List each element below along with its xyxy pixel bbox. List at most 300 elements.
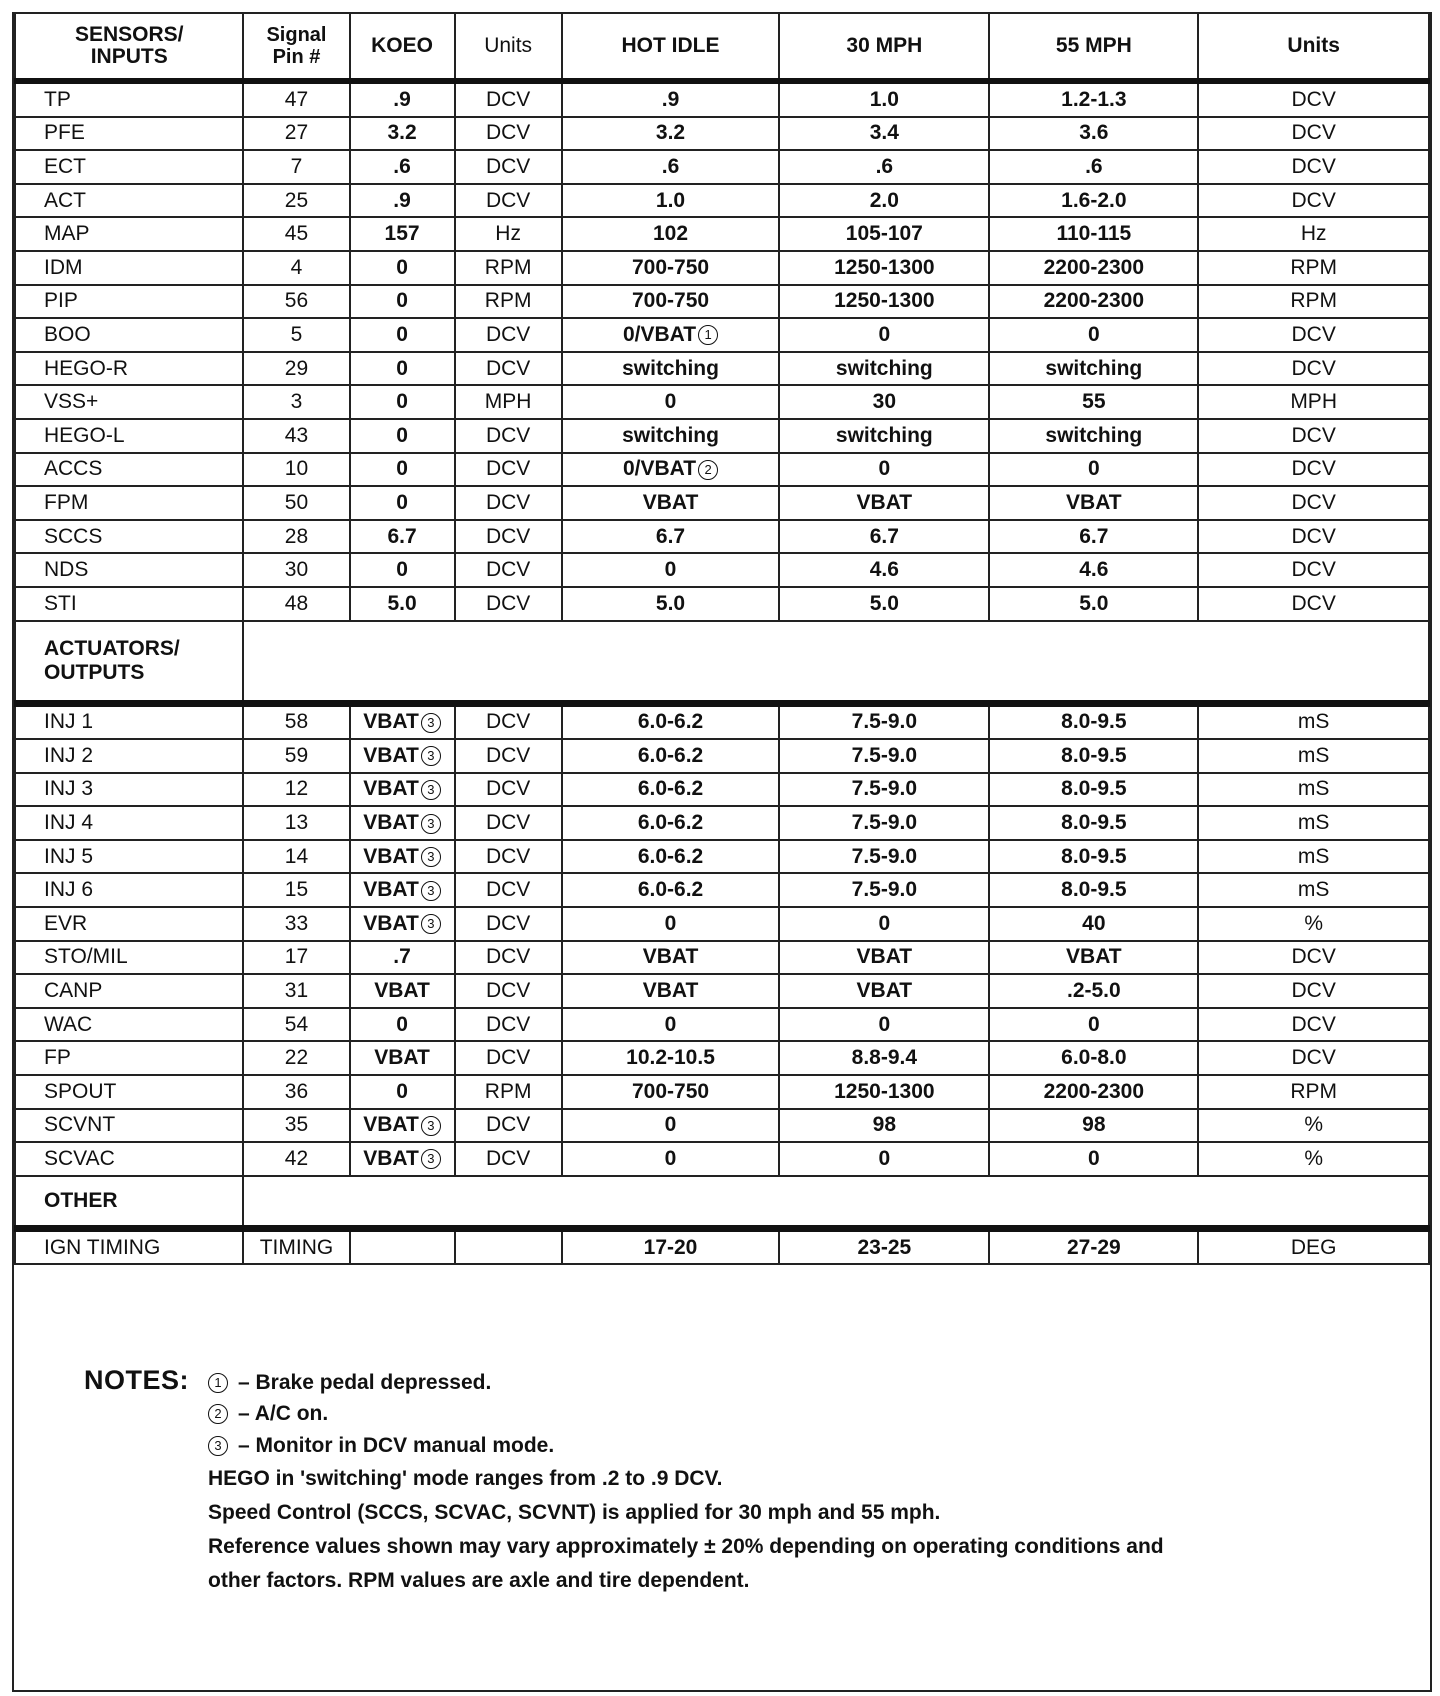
cell-units-1-text: RPM xyxy=(484,255,532,279)
note-marker: 3 xyxy=(421,1149,441,1169)
cell-55-mph-text: 8.0-9.5 xyxy=(1061,777,1127,801)
cell-units-1 xyxy=(455,486,562,520)
cell-55-mph xyxy=(989,184,1198,218)
cell-hot-idle xyxy=(562,1008,780,1042)
cell-55-mph xyxy=(989,251,1198,285)
cell-units-2-text: DCV xyxy=(1291,121,1336,145)
cell-koeo xyxy=(350,251,455,285)
cell-55-mph-text: 8.0-9.5 xyxy=(1061,844,1127,868)
cell-hot-idle-text: 6.0-6.2 xyxy=(637,777,704,801)
cell-hot-idle-text: 3.2 xyxy=(655,121,686,145)
cell-30-mph xyxy=(779,1075,989,1109)
cell-units-1 xyxy=(455,1142,562,1176)
cell-units-2-text: DCV xyxy=(1291,188,1336,212)
section-label-actuators: ACTUATORS/ OUTPUTS xyxy=(15,621,243,704)
table-row xyxy=(15,453,1429,487)
cell-55-mph xyxy=(989,587,1198,621)
cell-30-mph-text: 1.0 xyxy=(869,87,899,111)
cell-pin xyxy=(243,184,349,218)
cell-koeo-text: VBAT xyxy=(363,1147,419,1171)
cell-30-mph-text: 1250-1300 xyxy=(834,1079,935,1103)
cell-pin xyxy=(243,873,349,907)
cell-name xyxy=(15,81,243,117)
other-section xyxy=(15,1176,1429,1229)
cell-30-mph-text: VBAT xyxy=(856,490,913,514)
cell-pin-text: 15 xyxy=(284,878,309,902)
cell-units-1 xyxy=(455,520,562,554)
notes-title: NOTES: xyxy=(84,1365,190,1395)
table-row xyxy=(15,520,1429,554)
note-marker: 3 xyxy=(421,847,441,867)
cell-55-mph-text: 55 xyxy=(1082,390,1106,414)
cell-koeo xyxy=(350,419,455,453)
cell-koeo xyxy=(350,1142,455,1176)
cell-name xyxy=(15,773,243,807)
cell-name xyxy=(15,873,243,907)
cell-koeo xyxy=(350,907,455,941)
header-hot-idle: HOT IDLE xyxy=(562,13,780,81)
cell-hot-idle-text: 6.0-6.2 xyxy=(637,811,704,835)
cell-30-mph xyxy=(779,587,989,621)
cell-pin-text: 14 xyxy=(284,844,309,868)
cell-30-mph-text: 7.5-9.0 xyxy=(851,878,918,902)
cell-koeo-text: VBAT xyxy=(363,1113,419,1137)
cell-units-2-text: DCV xyxy=(1291,457,1336,481)
cell-units-1 xyxy=(455,352,562,386)
cell-pin-text: 17 xyxy=(284,945,309,969)
cell-pin-text: 31 xyxy=(284,979,309,1003)
cell-30-mph-text: 7.5-9.0 xyxy=(851,811,918,835)
cell-units-2 xyxy=(1198,873,1429,907)
cell-30-mph xyxy=(779,453,989,487)
cell-pin xyxy=(243,117,349,151)
cell-30-mph xyxy=(779,251,989,285)
cell-hot-idle-text: 0/VBAT xyxy=(622,322,697,346)
cell-pin xyxy=(243,840,349,874)
table-row xyxy=(15,840,1429,874)
table-row xyxy=(15,318,1429,352)
cell-55-mph-text: 6.7 xyxy=(1079,524,1109,548)
cell-pin-text: 35 xyxy=(284,1113,309,1137)
cell-name xyxy=(15,1109,243,1143)
cell-name-text: SCVAC xyxy=(44,1147,115,1171)
cell-55-mph xyxy=(989,520,1198,554)
cell-name xyxy=(15,352,243,386)
cell-koeo xyxy=(350,587,455,621)
cell-units-2-text: RPM xyxy=(1290,1079,1337,1103)
cell-hot-idle-text: 0 xyxy=(664,390,677,414)
cell-pin xyxy=(243,251,349,285)
cell-koeo-text: .9 xyxy=(393,87,411,111)
cell-30-mph xyxy=(779,285,989,319)
note-marker: 3 xyxy=(421,746,441,766)
table-row xyxy=(15,251,1429,285)
cell-pin xyxy=(243,1109,349,1143)
cell-name xyxy=(15,840,243,874)
cell-name xyxy=(15,486,243,520)
cell-koeo-text: VBAT xyxy=(363,743,419,767)
cell-pin-text: 33 xyxy=(284,911,309,935)
table-row xyxy=(15,703,1429,739)
cell-name xyxy=(15,385,243,419)
header-row xyxy=(15,13,1429,81)
cell-30-mph xyxy=(779,974,989,1008)
cell-55-mph xyxy=(989,840,1198,874)
cell-hot-idle-text: 0 xyxy=(664,911,677,935)
note-2-text: – A/C on. xyxy=(238,1402,329,1425)
cell-hot-idle xyxy=(562,553,780,587)
cell-pin-text: 30 xyxy=(284,558,309,582)
table-row xyxy=(15,773,1429,807)
cell-units-2-text: mS xyxy=(1297,878,1330,902)
cell-units-2-text: % xyxy=(1304,1147,1323,1171)
cell-pin-text: 28 xyxy=(284,524,309,548)
cell-units-2 xyxy=(1198,1142,1429,1176)
cell-30-mph xyxy=(779,703,989,739)
cell-55-mph xyxy=(989,1228,1198,1264)
cell-koeo xyxy=(350,352,455,386)
cell-30-mph xyxy=(779,739,989,773)
cell-koeo-text: 0 xyxy=(396,390,408,414)
cell-hot-idle xyxy=(562,81,780,117)
cell-koeo-text: 0 xyxy=(396,457,408,481)
cell-units-1 xyxy=(455,553,562,587)
cell-hot-idle xyxy=(562,251,780,285)
cell-30-mph xyxy=(779,1228,989,1264)
cell-name xyxy=(15,1142,243,1176)
cell-units-2-text: DCV xyxy=(1291,356,1336,380)
cell-pin-text: 47 xyxy=(284,87,309,111)
cell-units-1 xyxy=(455,150,562,184)
reference-values-sheet xyxy=(12,12,1432,1692)
cell-units-2-text: DCV xyxy=(1291,979,1336,1003)
table-row xyxy=(15,1109,1429,1143)
cell-units-2-text: RPM xyxy=(1290,289,1337,313)
cell-30-mph-text: switching xyxy=(835,356,933,380)
cell-55-mph xyxy=(989,486,1198,520)
cell-55-mph-text: 40 xyxy=(1082,911,1106,935)
cell-55-mph xyxy=(989,117,1198,151)
note-marker: 3 xyxy=(421,814,441,834)
cell-55-mph-text: 1.6-2.0 xyxy=(1061,188,1127,212)
cell-hot-idle xyxy=(562,941,780,975)
cell-pin xyxy=(243,1075,349,1109)
cell-hot-idle xyxy=(562,806,780,840)
cell-55-mph-text: 0 xyxy=(1087,1012,1100,1036)
cell-pin xyxy=(243,81,349,117)
cell-units-2 xyxy=(1198,184,1429,218)
cell-units-2 xyxy=(1198,251,1429,285)
note-marker: 3 xyxy=(421,1116,441,1136)
cell-units-1 xyxy=(455,974,562,1008)
cell-30-mph-text: 0 xyxy=(878,1147,891,1171)
cell-units-2 xyxy=(1198,285,1429,319)
cell-name xyxy=(15,1041,243,1075)
cell-pin-text: 3 xyxy=(290,390,303,414)
cell-name-text: MAP xyxy=(44,222,90,246)
cell-hot-idle xyxy=(562,974,780,1008)
cell-name xyxy=(15,117,243,151)
actuators-section xyxy=(15,621,1429,704)
cell-30-mph xyxy=(779,419,989,453)
cell-30-mph xyxy=(779,217,989,251)
cell-30-mph xyxy=(779,553,989,587)
cell-units-2 xyxy=(1198,806,1429,840)
cell-units-1-text: DCV xyxy=(485,911,531,935)
cell-name-text: TP xyxy=(44,87,71,111)
cell-name xyxy=(15,553,243,587)
cell-30-mph-text: switching xyxy=(835,423,933,447)
cell-units-2 xyxy=(1198,553,1429,587)
cell-55-mph xyxy=(989,974,1198,1008)
cell-pin xyxy=(243,773,349,807)
note-1-text: – Brake pedal depressed. xyxy=(238,1371,492,1394)
cell-units-2-text: DCV xyxy=(1291,591,1336,615)
cell-units-1-text: RPM xyxy=(484,1079,532,1103)
cell-name-text: SCVNT xyxy=(44,1113,116,1137)
cell-units-1-text: DCV xyxy=(485,743,531,767)
cell-pin-text: 54 xyxy=(284,1012,309,1036)
cell-koeo xyxy=(350,806,455,840)
cell-hot-idle xyxy=(562,453,780,487)
cell-name-text: ACCS xyxy=(44,457,103,481)
cell-name-text: SPOUT xyxy=(44,1079,117,1103)
cell-name-text: INJ 3 xyxy=(44,777,94,801)
cell-units-1 xyxy=(455,806,562,840)
cell-units-1-text: DCV xyxy=(485,121,531,145)
cell-koeo xyxy=(350,217,455,251)
cell-55-mph xyxy=(989,806,1198,840)
cell-koeo-text: 0 xyxy=(396,356,408,380)
cell-koeo-text: 0 xyxy=(396,423,408,447)
cell-pin xyxy=(243,419,349,453)
note-5: Speed Control (SCCS, SCVAC, SCVNT) is applied for 30 mph and 55 mph. xyxy=(208,1501,941,1524)
cell-name-text: IGN TIMING xyxy=(44,1235,161,1259)
table-row xyxy=(15,587,1429,621)
note-marker-1: 1 xyxy=(208,1373,228,1393)
note-6: Reference values shown may vary approximately ± 20% depending on operating conditions and xyxy=(208,1535,1164,1558)
table-row xyxy=(15,941,1429,975)
note-marker: 1 xyxy=(698,325,718,345)
cell-hot-idle xyxy=(562,184,780,218)
cell-30-mph-text: 0 xyxy=(878,457,891,481)
cell-units-2 xyxy=(1198,419,1429,453)
cell-55-mph-text: 8.0-9.5 xyxy=(1061,743,1127,767)
cell-name-text: VSS+ xyxy=(44,390,99,414)
cell-name-text: IDM xyxy=(44,255,83,279)
cell-units-1 xyxy=(455,318,562,352)
cell-55-mph-text: VBAT xyxy=(1066,945,1122,969)
table-row xyxy=(15,117,1429,151)
cell-55-mph xyxy=(989,285,1198,319)
cell-koeo-text: 0 xyxy=(396,1079,408,1103)
cell-pin-text: 45 xyxy=(284,222,309,246)
cell-units-1 xyxy=(455,217,562,251)
cell-units-2-text: % xyxy=(1304,911,1323,935)
sensor-rows xyxy=(15,81,1429,621)
cell-units-1 xyxy=(455,703,562,739)
cell-koeo-text: VBAT xyxy=(363,844,419,868)
cell-55-mph xyxy=(989,453,1198,487)
cell-units-1-text: DCV xyxy=(485,1012,531,1036)
cell-units-2-text: mS xyxy=(1297,844,1330,868)
cell-units-2-text: DCV xyxy=(1291,490,1336,514)
cell-55-mph-text: switching xyxy=(1045,423,1143,447)
other-rows xyxy=(15,1228,1429,1264)
cell-55-mph xyxy=(989,81,1198,117)
cell-hot-idle xyxy=(562,318,780,352)
table-row xyxy=(15,1142,1429,1176)
cell-name-text: INJ 1 xyxy=(44,710,94,734)
cell-30-mph xyxy=(779,318,989,352)
cell-hot-idle xyxy=(562,1041,780,1075)
cell-pin-text: 7 xyxy=(290,154,303,178)
cell-30-mph xyxy=(779,520,989,554)
cell-koeo xyxy=(350,840,455,874)
cell-koeo xyxy=(350,773,455,807)
cell-30-mph xyxy=(779,1109,989,1143)
cell-pin xyxy=(243,217,349,251)
table-row xyxy=(15,81,1429,117)
cell-55-mph xyxy=(989,1109,1198,1143)
cell-koeo-text: 0 xyxy=(396,289,408,313)
cell-units-2 xyxy=(1198,974,1429,1008)
cell-name-text: ECT xyxy=(44,154,86,178)
cell-koeo xyxy=(350,81,455,117)
cell-name xyxy=(15,907,243,941)
cell-hot-idle-text: 700-750 xyxy=(631,289,710,313)
cell-pin xyxy=(243,703,349,739)
note-marker: 3 xyxy=(421,881,441,901)
cell-55-mph-text: 3.6 xyxy=(1079,121,1109,145)
cell-name xyxy=(15,941,243,975)
cell-units-1 xyxy=(455,251,562,285)
cell-55-mph xyxy=(989,941,1198,975)
cell-units-2 xyxy=(1198,1008,1429,1042)
cell-name xyxy=(15,217,243,251)
cell-hot-idle-text: 700-750 xyxy=(631,1079,710,1103)
cell-name xyxy=(15,703,243,739)
note-7: other factors. RPM values are axle and tire dependent. xyxy=(208,1569,750,1592)
cell-units-2 xyxy=(1198,352,1429,386)
cell-units-2-text: mS xyxy=(1297,710,1330,734)
cell-name xyxy=(15,1228,243,1264)
cell-pin xyxy=(243,385,349,419)
cell-koeo xyxy=(350,486,455,520)
cell-units-1 xyxy=(455,1008,562,1042)
cell-name-text: EVR xyxy=(44,911,88,935)
table-row xyxy=(15,907,1429,941)
cell-hot-idle-text: 102 xyxy=(653,222,689,246)
cell-name-text: WAC xyxy=(44,1012,93,1036)
cell-name-text: INJ 6 xyxy=(44,878,94,902)
cell-55-mph-text: 0 xyxy=(1087,1147,1100,1171)
cell-pin-text: 22 xyxy=(284,1046,309,1070)
cell-hot-idle-text: 10.2-10.5 xyxy=(626,1046,715,1070)
cell-55-mph-text: 27-29 xyxy=(1066,1235,1121,1259)
cell-30-mph xyxy=(779,184,989,218)
cell-name xyxy=(15,974,243,1008)
cell-koeo-text: 0 xyxy=(396,322,408,346)
section-blank xyxy=(243,621,1429,704)
note-marker: 2 xyxy=(698,460,718,480)
cell-koeo-text: 157 xyxy=(384,222,420,246)
cell-units-2-text: mS xyxy=(1297,811,1330,835)
cell-55-mph xyxy=(989,150,1198,184)
note-marker: 3 xyxy=(421,780,441,800)
cell-pin-text: 50 xyxy=(284,490,309,514)
cell-pin-text: 59 xyxy=(284,743,309,767)
cell-hot-idle xyxy=(562,385,780,419)
cell-units-2 xyxy=(1198,385,1429,419)
cell-55-mph xyxy=(989,907,1198,941)
cell-units-2-text: DCV xyxy=(1291,423,1336,447)
cell-units-2 xyxy=(1198,81,1429,117)
cell-30-mph-text: 1250-1300 xyxy=(834,255,935,279)
cell-pin xyxy=(243,150,349,184)
cell-name-text: NDS xyxy=(44,558,89,582)
cell-hot-idle-text: 6.0-6.2 xyxy=(637,710,704,734)
cell-hot-idle xyxy=(562,352,780,386)
cell-55-mph-text: 2200-2300 xyxy=(1043,289,1145,313)
cell-55-mph-text: 8.0-9.5 xyxy=(1061,878,1127,902)
table-row xyxy=(15,285,1429,319)
cell-30-mph-text: 7.5-9.0 xyxy=(851,777,918,801)
cell-pin-text: 5 xyxy=(290,322,303,346)
cell-hot-idle xyxy=(562,1228,780,1264)
cell-units-2-text: DCV xyxy=(1291,1012,1336,1036)
cell-units-2 xyxy=(1198,840,1429,874)
cell-units-1-text: DCV xyxy=(485,356,531,380)
cell-units-2 xyxy=(1198,318,1429,352)
cell-hot-idle xyxy=(562,486,780,520)
cell-name-text: STI xyxy=(44,591,77,615)
cell-30-mph-text: 6.7 xyxy=(869,524,899,548)
cell-units-2 xyxy=(1198,217,1429,251)
cell-55-mph-text: 98 xyxy=(1082,1113,1106,1137)
cell-units-1 xyxy=(455,773,562,807)
cell-name xyxy=(15,285,243,319)
cell-units-1-text: DCV xyxy=(485,811,531,835)
cell-55-mph xyxy=(989,385,1198,419)
table-row xyxy=(15,806,1429,840)
cell-units-2 xyxy=(1198,1109,1429,1143)
cell-pin-text: 4 xyxy=(290,255,303,279)
cell-units-1-text: DCV xyxy=(485,490,531,514)
cell-name xyxy=(15,318,243,352)
cell-koeo-text: 3.2 xyxy=(387,121,417,145)
cell-koeo-text: .7 xyxy=(393,945,411,969)
cell-units-1-text: DCV xyxy=(485,1046,531,1070)
cell-pin xyxy=(243,1228,349,1264)
section-row-other xyxy=(15,1176,1429,1229)
cell-55-mph-text: .2-5.0 xyxy=(1066,979,1121,1003)
cell-units-1 xyxy=(455,285,562,319)
cell-55-mph xyxy=(989,352,1198,386)
reference-values-table xyxy=(14,12,1430,1265)
cell-units-1-text: Hz xyxy=(495,222,521,246)
cell-units-1 xyxy=(455,184,562,218)
cell-units-2-text: mS xyxy=(1297,743,1330,767)
cell-hot-idle-text: VBAT xyxy=(642,945,699,969)
table-row xyxy=(15,1041,1429,1075)
cell-name-text: SCCS xyxy=(44,524,103,548)
cell-30-mph-text: 30 xyxy=(872,390,897,414)
table-row xyxy=(15,1008,1429,1042)
cell-pin xyxy=(243,520,349,554)
cell-pin-text: TIMING xyxy=(259,1235,334,1259)
cell-hot-idle xyxy=(562,840,780,874)
